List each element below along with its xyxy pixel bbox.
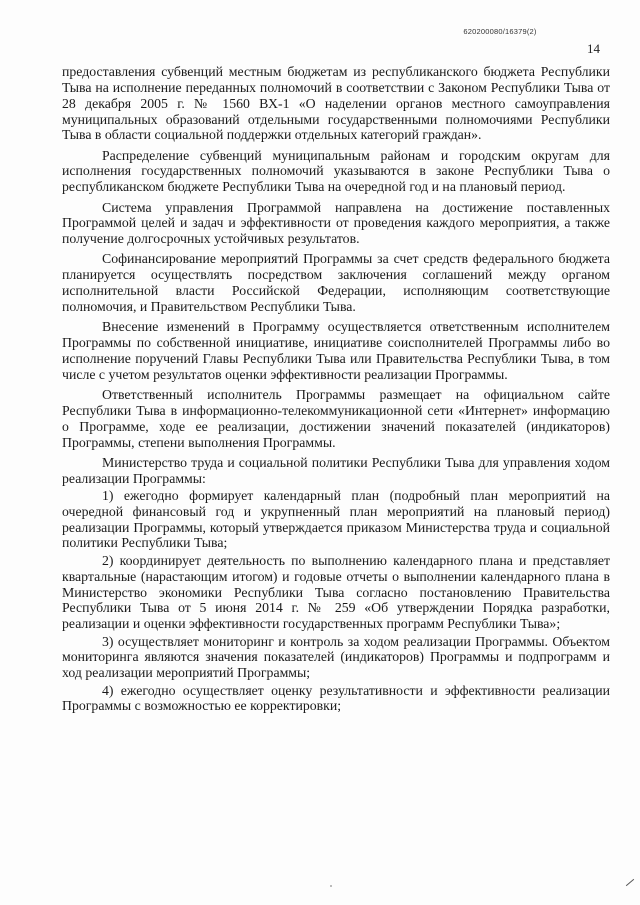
document-code: 620200080/16379(2) — [463, 27, 537, 36]
paragraph: Система управления Программой направлена на достижение поставленных Программой целей и задач и эффективности от проведения каждого мероприятия, а также получение долгосрочных устойчивых результатов. — [62, 199, 610, 247]
paragraph: Ответственный исполнитель Программы размещает на официальном сайте Республики Тыва в информационно-телекоммуникационной сети «Интернет» информацию о Программе, ходе ее реализации, достижении значений показателей (индикаторов) Программы, степени выполнения Программы. — [62, 386, 610, 450]
scan-artifact — [626, 879, 634, 886]
scan-artifact — [330, 885, 332, 887]
paragraph: Внесение изменений в Программу осуществляется ответственным исполнителем Программы по собственной инициативе, инициативе соисполнителей Программы либо во исполнение поручений Главы Республики Тыва или Правительства Республики Тыва, в том числе с учетом результатов оценки эффективности реализации Программы. — [62, 319, 610, 382]
paragraph: Софинансирование мероприятий Программы за счет средств федерального бюджета планируется осуществлять посредством заключения соглашений между органом исполнительной власти Российской Федерации, исполняющим соответствующие полномочия, и Правительством Республики Тыва. — [62, 251, 610, 314]
list-item: 1) ежегодно формирует календарный план (подробный план мероприятий на очередной финансовый год и укрупненный план мероприятий на плановый период) реализации Программы, который утверждается приказом Министерства труда и социальной политики Республики Тыва; — [62, 487, 610, 551]
list-item: 4) ежегодно осуществляет оценку результативности и эффективности реализации Программы с возможностью ее корректировки; — [62, 682, 610, 714]
list-item: 3) осуществляет мониторинг и контроль за ходом реализации Программы. Объектом мониторинга являются значения показателей (индикаторов) Программы и подпрограмм и ход реализации мероприятий Программы; — [62, 633, 610, 681]
paragraph-continued: предоставления субвенций местным бюджетам из республиканского бюджета Республики Тыва на исполнение переданных полномочий в соответствии с Законом Республики Тыва от 28 декабря 2005 г. № 1560 ВХ-1 «О наделении органов местного самоуправления муниципальных образований отдельными государственными полномочиями Республики Тыва в области социальной поддержки отдельных категорий граждан». — [62, 64, 610, 143]
document-body — [62, 64, 610, 716]
paragraph: Министерство труда и социальной политики Республики Тыва для управления ходом реализации Программы: — [62, 454, 610, 486]
page-number: 14 — [587, 41, 600, 56]
paragraph: Распределение субвенций муниципальным районам и городским округам для исполнения государственных полномочий указываются в законе Республики Тыва о республиканском бюджете Республики Тыва на очередной год и на плановый период. — [62, 147, 610, 195]
list-item: 2) координирует деятельность по выполнению календарного плана и представляет квартальные (нарастающим итогом) и годовые отчеты о выполнении календарного плана в Министерство экономики Республики Тыва согласно постановлению Правительства Республики Тыва от 5 июня 2014 г. № 259 «Об утверждении Порядка разработки, реализации и оценки эффективности государственных программ Республики Тыва»; — [62, 552, 610, 632]
